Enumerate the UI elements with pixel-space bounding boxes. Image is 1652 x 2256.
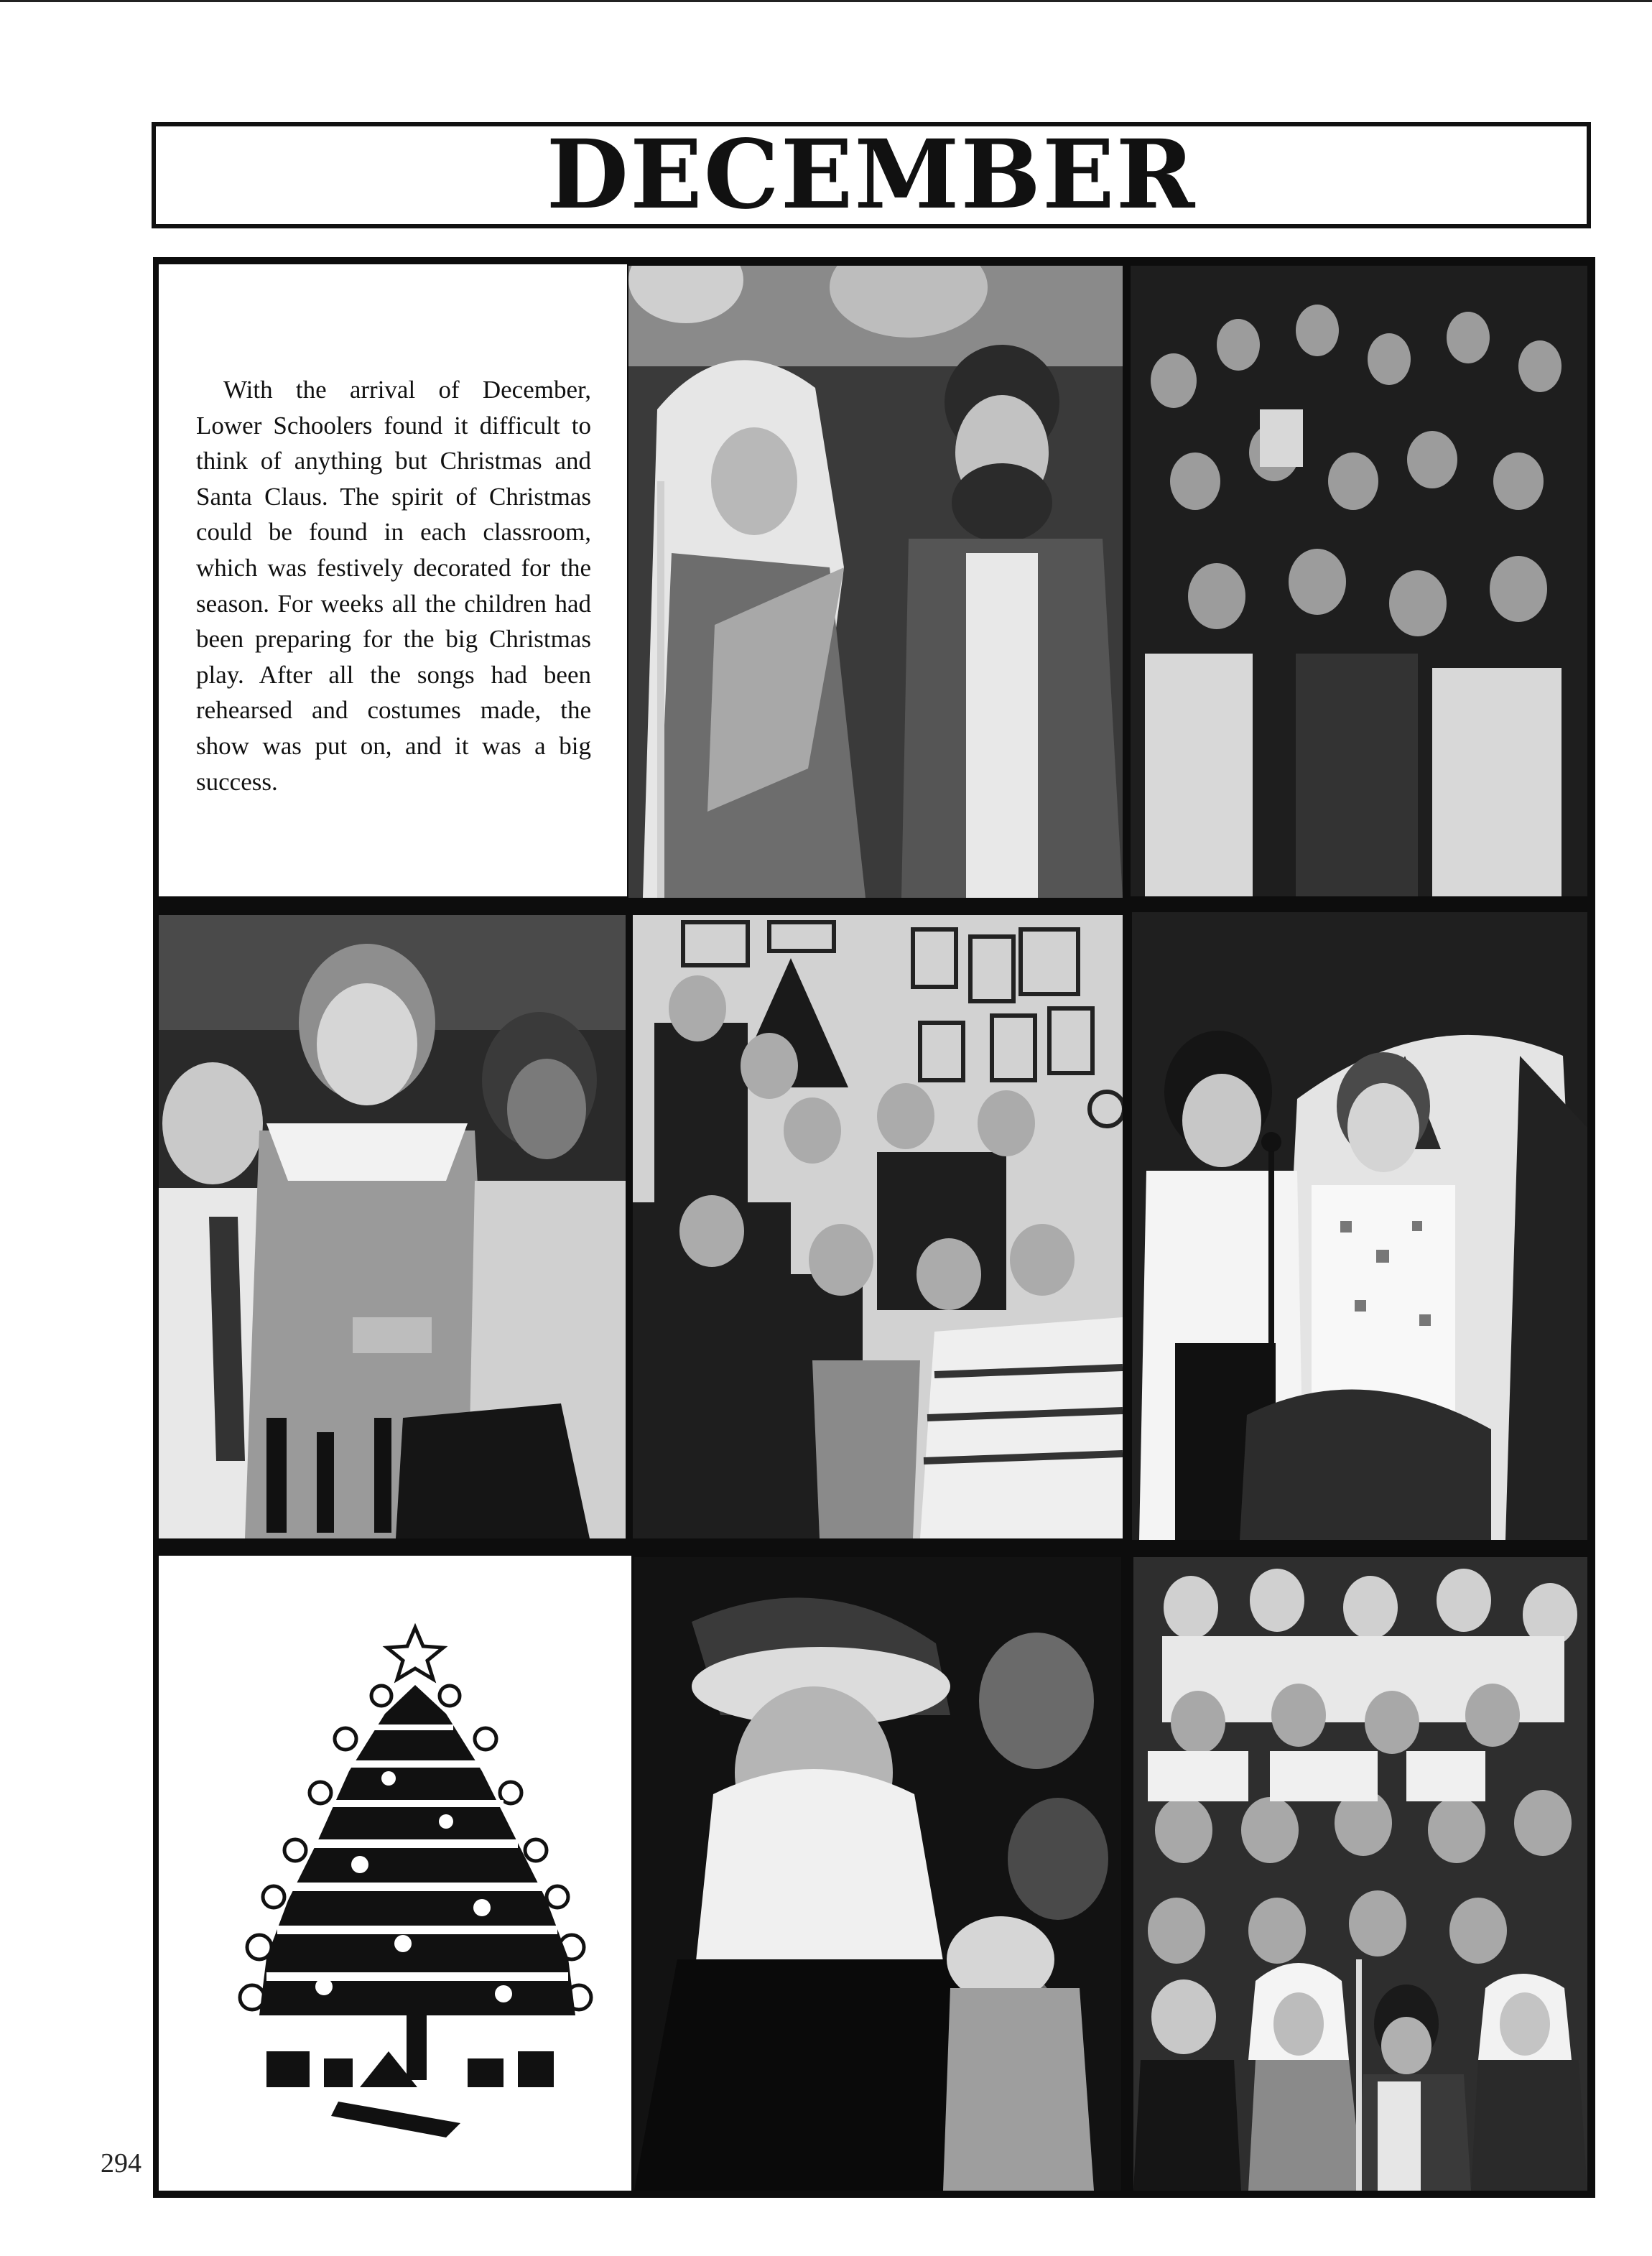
photo-choir-risers — [1133, 1557, 1587, 2191]
story-text: With the arrival of December, Lower Schoolers found it difficult to think of anything but Christmas and Santa Claus. The spirit of Christmas could be found in each classroom, which was festively decorated for the season. For weeks all the children had been preparing for the big Christmas play. After all the songs had been rehearsed and costumes made, the show was put on, and it was a big success. — [196, 376, 591, 796]
photo-microphone-singers — [1132, 912, 1587, 1540]
photo-silly-faces — [633, 915, 1123, 1538]
photo-layout-frame — [153, 257, 1595, 2198]
photo-santa-claus — [634, 1557, 1121, 2191]
page-number: 294 — [101, 2148, 141, 2178]
title-banner — [152, 119, 1591, 231]
photo-handbell-choir — [159, 915, 626, 1538]
page-title: DECEMBER — [546, 119, 1197, 231]
tree-illustration-cell — [159, 1556, 631, 2191]
page-top-rule — [0, 0, 1652, 2]
story-cell — [159, 264, 627, 896]
christmas-tree-icon — [159, 1556, 631, 2191]
photo-classroom-group — [1131, 266, 1587, 896]
photo-nativity-costumes — [628, 266, 1123, 898]
